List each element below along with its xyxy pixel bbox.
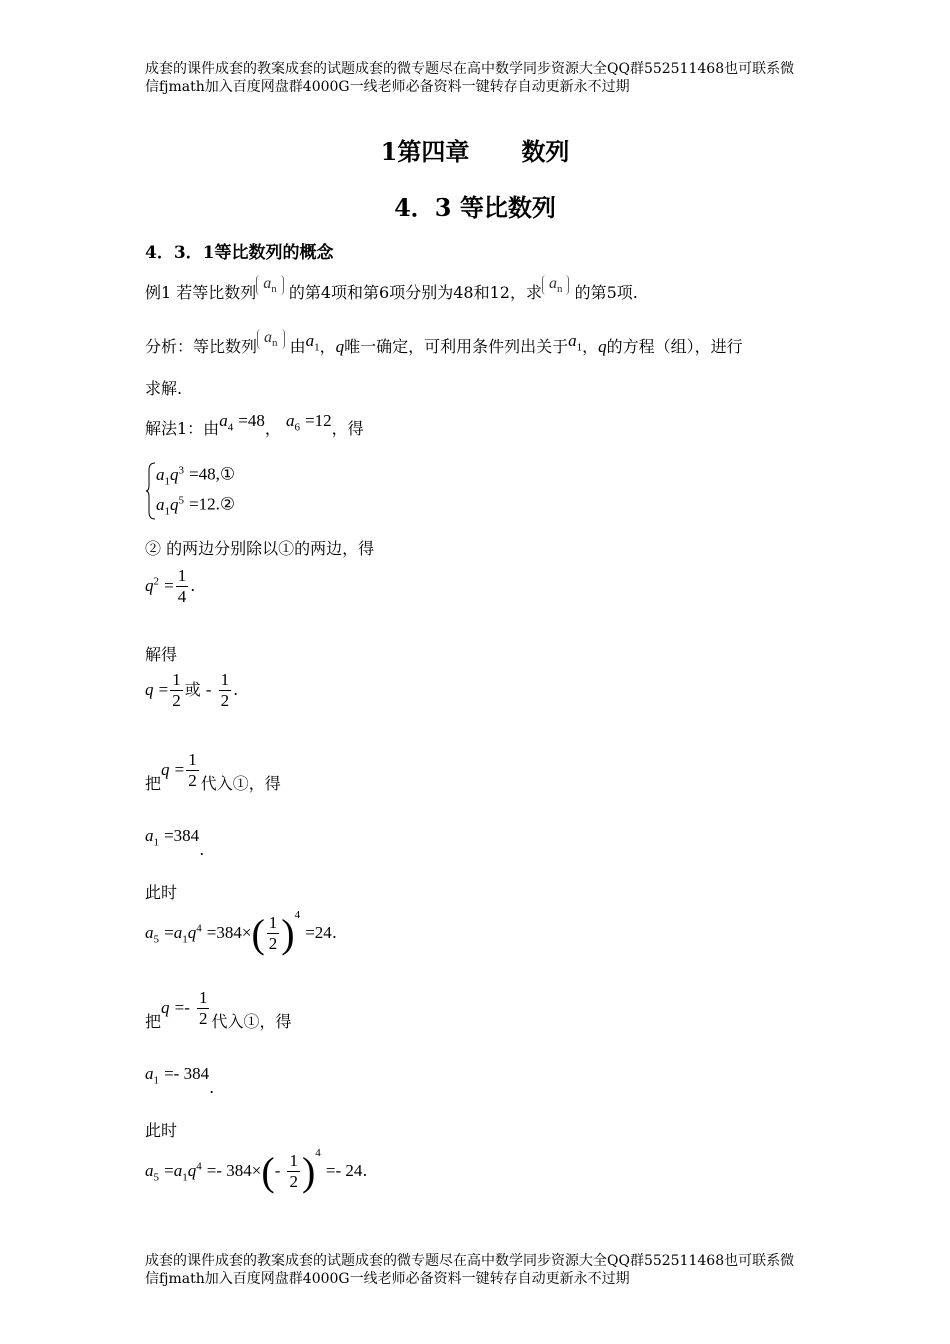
header-line-1: 成套的课件成套的教案成套的试题成套的微专题尽在高中数学同步资源大全QQ群552511468也可联系微 — [145, 61, 795, 77]
q-solutions: q = $\frac{1}{2}$ 或 - $\frac{1}{2}$ . — [145, 670, 239, 710]
equation-1: $a_1q^3$ =48,① — [156, 464, 236, 488]
substitute-negative: 把q =- $\frac{1}{2}$ 代入①，得 — [145, 988, 292, 1031]
analysis-label: 分析：等比数列 — [145, 337, 258, 356]
var-q: q — [598, 337, 607, 356]
chapter-title — [0, 132, 950, 167]
equation-2: $a_1q^5$ =12.② — [156, 494, 236, 518]
header-line-2: 信fjmath加入百度网盘群4000G一线老师必备资料一键转存自动更新永不过期 — [145, 79, 630, 95]
divide-step: ② 的两边分别除以①的两边，得 — [145, 539, 375, 558]
a1-positive: $a_1 =384$. — [145, 826, 205, 859]
sequence-an: $a_n$ — [256, 275, 284, 295]
at-this-1: 此时 — [145, 883, 178, 902]
analysis-text: 唯一确定，可利用条件列出关于 — [344, 337, 569, 356]
footer-line-1: 成套的课件成套的教案成套的试题成套的微专题尽在高中数学同步资源大全QQ群552511468也可联系微 — [145, 1253, 795, 1269]
subsection-title: 4．3．1等比数列的概念 — [145, 243, 334, 263]
a5-negative: $a_5 =a_1q^4 =- 384\times(-$ $\frac{1}{2}$ )$^4$ =- 24. — [145, 1146, 368, 1194]
var-a4: $a_4$ — [219, 411, 234, 434]
solution-label: 解法1：由 — [145, 419, 220, 438]
header-notice — [145, 60, 810, 96]
analysis-text: 的方程（组），进行 — [606, 337, 743, 356]
solve-word: 解得 — [145, 645, 178, 664]
sequence-an: $a_n$ — [542, 275, 570, 295]
section-title: 4．3 等比数列 — [394, 193, 556, 222]
example-label: 例1 若等比数列 — [145, 283, 257, 302]
a1-negative: $a_1 =- 384$. — [145, 1064, 215, 1097]
analysis-text: 由 — [289, 337, 306, 356]
analysis-line-2: 求解. — [145, 379, 183, 398]
var-a1: $a_1$ — [305, 331, 320, 354]
var-a6: $a_6$ — [285, 411, 300, 434]
var-a1: $a_1$ — [568, 331, 583, 354]
a5-positive: $a_5 =a_1q^4 =384\times$( $\frac{1}{2}$ )$^4$ =24. — [145, 908, 337, 956]
sequence-an: $a_n$ — [257, 329, 285, 349]
example-text: 的第4项和第6项分别为48和12，求 — [288, 283, 542, 302]
footer-line-2: 信fjmath加入百度网盘群4000G一线老师必备资料一键转存自动更新永不过期 — [145, 1271, 630, 1287]
solution-intro: 解法1：由$a_4 =48$， $a_6 =12$，得 — [145, 411, 364, 438]
chapter-number: 1第四章 — [380, 137, 470, 166]
analysis: 分析：等比数列 $a_n$ 由$a_1$，q唯一确定，可利用条件列出关于$a_1$，q的方程（组），进行 — [145, 329, 743, 356]
var-q: q — [335, 337, 345, 356]
example-1 — [145, 275, 638, 305]
chapter-name: 数列 — [521, 137, 570, 166]
q-squared: $q^2$ = $\frac{1}{4}$ . — [145, 566, 196, 606]
example-text-end: 的第5项. — [574, 283, 638, 302]
at-this-2: 此时 — [145, 1121, 178, 1140]
substitute-positive: 把q = $\frac{1}{2}$ 代入①，得 — [145, 750, 281, 793]
footer-notice — [145, 1252, 810, 1288]
